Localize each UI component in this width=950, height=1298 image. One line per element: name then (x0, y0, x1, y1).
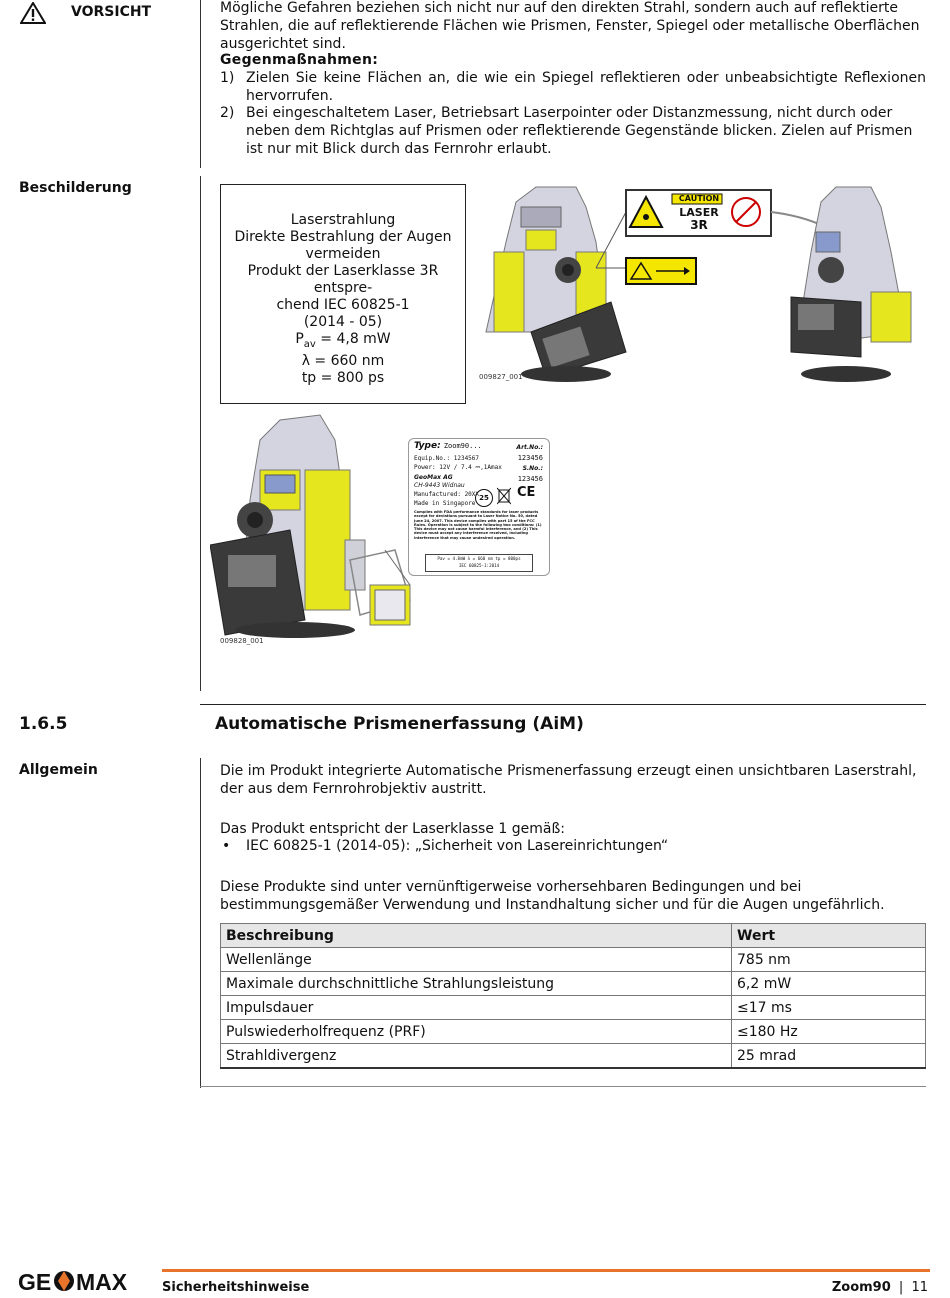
table-row (221, 1044, 926, 1069)
footer-page-number: 11 (911, 1280, 928, 1295)
box-lambda: λ = 660 nm (301, 352, 385, 369)
type-plate (408, 438, 550, 576)
measure-num-1: 1) (220, 70, 235, 86)
company: GeoMax AG (414, 474, 453, 481)
footer-accent-bar (162, 1269, 930, 1272)
row-description: Maximale durchschnittliche Strahlungsleistung (221, 972, 732, 996)
footer-page-info (832, 1280, 928, 1295)
signage-label: Beschilderung (19, 180, 132, 196)
fine-print: Complies with FDA performance standards for laser products except for deviations pursuant to Laser Notice No. 50, dated June 24, 2007. This device complies with part 15 of the FCC Rules. Operation is subject to the following two conditions: (1) This device may not cause harmful interference, and (2) This device must accept any interference received, including interference that may cause undesired operation. (414, 510, 542, 540)
warning-intro: Mögliche Gefahren beziehen sich nicht nur auf den direkten Strahl, sondern auch auf reflektierte Strahlen, die auf reflektierende Flächen wie Prismen, Fenster, Spiegel oder metallische Oberflächen ausgerichtet sind. (220, 0, 920, 52)
para-1: Die im Produkt integrierte Automatische Prismenerfassung erzeugt einen unsichtbaren Laserstrahl, der aus dem Fernrohrobjektiv austritt. (220, 763, 917, 797)
box-tp: tp = 800 ps (301, 369, 385, 386)
laser-word: LASER (679, 206, 719, 219)
row-value: 25 mrad (732, 1044, 926, 1069)
warning-title: VORSICHT (71, 4, 152, 20)
svg-text:GE: GE (18, 1269, 52, 1294)
plate-laser-box (425, 554, 533, 572)
row-description: Impulsdauer (221, 996, 732, 1020)
box-line-4: chend IEC 60825-1 (276, 297, 410, 313)
row-value: ≤180 Hz (732, 1020, 926, 1044)
table-row (221, 996, 926, 1020)
section-number: 1.6.5 (19, 714, 68, 734)
row-value: 785 nm (732, 948, 926, 972)
manufactured: Manufactured: 20XX (414, 491, 480, 498)
table-row (221, 972, 926, 996)
measure-text-2: Bei eingeschaltetem Laser, Betriebsart Laserpointer oder Distanzmessung, nicht durch oder neben dem Richtglas auf Prismen oder reflektierende Gegenstände blicken. Zielen auf Prismen ist nur mit Blick durch das Fernrohr erlaubt. (246, 105, 913, 157)
footer-section: Sicherheitshinweise (162, 1280, 310, 1295)
section-title: Automatische Prismenerfassung (AiM) (215, 714, 584, 734)
general-label: Allgemein (19, 762, 98, 778)
equip-line: Equip.No.: 1234567 (414, 455, 480, 462)
figure-2-id: 009828_001 (220, 637, 264, 645)
art-value: 123456 (517, 454, 543, 462)
box-line-3: Produkt der Laserklasse 3R entspre- (247, 263, 439, 296)
general-divider (200, 758, 201, 1088)
type-label: Type: Zoom90... (414, 441, 482, 451)
section-end-rule (200, 1086, 926, 1087)
brand-logo (18, 1268, 148, 1294)
plate-laser-line-2: IEC 60825-1:2014 (458, 563, 500, 568)
row-description: Strahldivergenz (221, 1044, 732, 1069)
plate-laser-line-1: Pav = 4.8mW λ = 660 nm tp = 800ps (437, 556, 521, 561)
bullet-text: IEC 60825-1 (2014-05): „Sicherheit von Lasereinrichtungen“ (246, 838, 669, 854)
art-label: Art.No.: (516, 444, 543, 451)
sn-value: 123456 (517, 475, 543, 483)
table-row (221, 948, 926, 972)
signage-divider (200, 176, 201, 691)
section-rule (200, 704, 926, 705)
row-description: Pulswiederholfrequenz (PRF) (221, 1020, 732, 1044)
warning-icon (20, 2, 46, 24)
box-line-5: (2014 - 05) (303, 314, 383, 330)
header-description: Beschreibung (221, 924, 732, 948)
figure-1-id: 009827_001 (479, 373, 523, 381)
ce-mark: CE (517, 485, 536, 500)
sn-label: S.No.: (522, 465, 543, 472)
laser-warning-box (220, 184, 466, 404)
header-value: Wert (732, 924, 926, 948)
row-description: Wellenlänge (221, 948, 732, 972)
row-value: ≤17 ms (732, 996, 926, 1020)
warning-divider (200, 0, 201, 168)
bullet-dot: • (222, 838, 231, 854)
para-2: Das Produkt entspricht der Laserklasse 1 gemäß: (220, 821, 566, 837)
box-line-2: Direkte Bestrahlung der Augen vermeiden (234, 229, 452, 262)
power-line: Power: 12V / 7.4 ⎓,1Amax (414, 464, 502, 471)
footer-product: Zoom90 (831, 1280, 891, 1295)
weee-icon (497, 487, 511, 508)
table-row (221, 1020, 926, 1044)
box-pav: $P_{av} = 4,8$ mW (295, 331, 391, 350)
box-line-1: Laserstrahlung (290, 212, 396, 228)
para-3: Diese Produkte sind unter vernünftigerweise vorhersehbaren Bedingungen und bei bestimmungsgemäßer Verwendung und Instandhaltung sicher und für die Augen ungefährlich. (220, 879, 885, 913)
measures-heading: Gegenmaßnahmen: (220, 52, 379, 68)
made-in: Made in Singapore (414, 500, 476, 507)
svg-text:MAX: MAX (76, 1269, 128, 1294)
class-word: 3R (690, 218, 708, 232)
caution-word: CAUTION (678, 194, 720, 203)
city: CH-9443 Widnau (414, 482, 465, 489)
measure-num-2: 2) (220, 105, 235, 121)
spec-table (220, 923, 926, 1069)
measure-text-1: Zielen Sie keine Flächen an, die wie ein Spiegel reflektieren oder unbeabsichtigte Reflexionen hervorrufen. (246, 70, 926, 104)
row-value: 6,2 mW (732, 972, 926, 996)
footer-separator: | (898, 1280, 904, 1295)
age-badge: 25 (475, 489, 493, 507)
table-header-row (221, 924, 926, 948)
